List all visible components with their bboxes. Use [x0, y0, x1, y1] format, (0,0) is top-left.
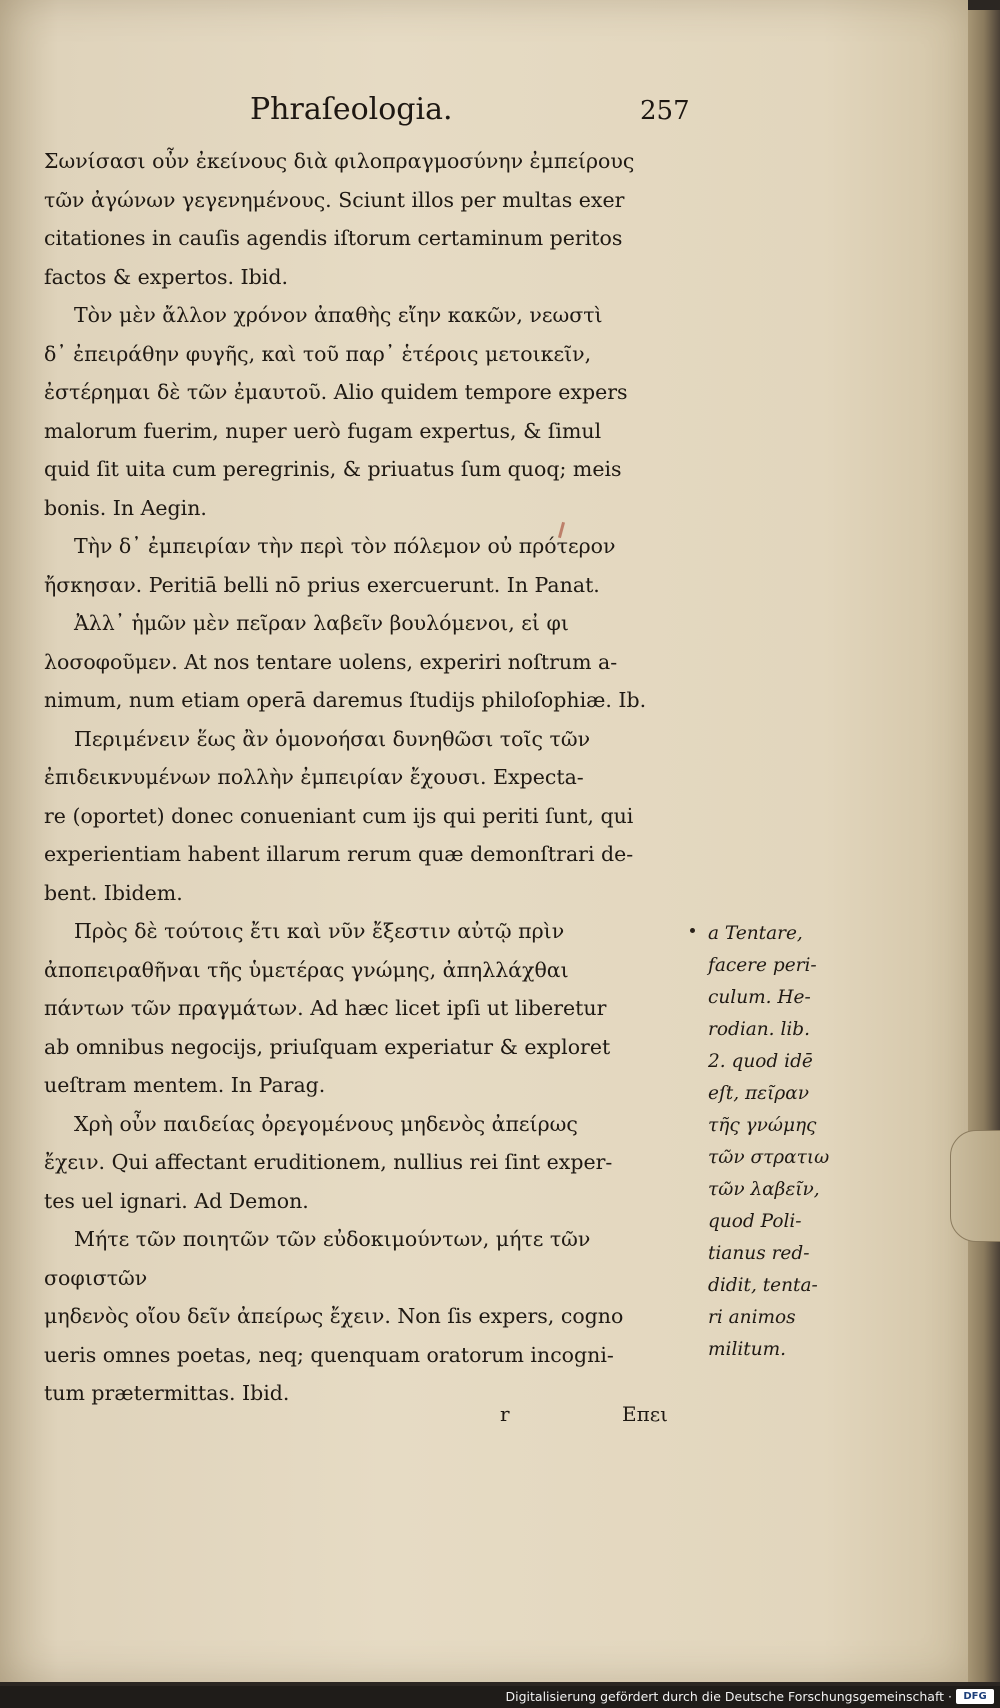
text-line: Περιμένειν ἕως ἂν ὁμονοήσαι δυνηθῶσι τοῖς τῶν	[74, 726, 591, 751]
text-line: quid ſit uita cum peregrinis, & priuatus ſum quoq; meis	[44, 457, 622, 481]
marginal-line: tianus red-	[708, 1243, 810, 1264]
text-line: ueris omnes poetas, neq; quenquam oratorum incogni-	[44, 1342, 614, 1367]
marginal-line: eſt, πεῖραν	[708, 1083, 809, 1104]
marginal-line: rodian. lib.	[708, 1019, 811, 1040]
page-header	[0, 92, 968, 138]
marginal-line: didit, tenta-	[708, 1275, 818, 1296]
marginal-line: τῶν λαβεῖν,	[708, 1179, 820, 1200]
text-line: factos & expertos. Ibid.	[44, 264, 288, 289]
dfg-logo: DFG	[956, 1689, 994, 1704]
text-line: τῶν ἀγώνων γεγενημένους. Sciunt illos per multas exer	[44, 187, 625, 212]
text-line: re (oportet) donec conueniant cum ijs qui periti ſunt, qui	[44, 803, 634, 828]
text-line: δ᾽ ἐπειράθην φυγῆς, καὶ τοῦ παρ᾽ ἑτέροις μετοικεῖν,	[44, 341, 592, 366]
marginal-line: quod Poli-	[708, 1211, 802, 1232]
text-line: malorum fuerim, nuper uerò fugam expertus, & ſimul	[44, 418, 602, 443]
text-line: tum prætermittas. Ibid.	[44, 1381, 290, 1405]
funding-notice: Digitalisierung gefördert durch die Deutsche Forschungsgemeinschaft ·	[505, 1689, 952, 1704]
text-line: πάντων τῶν πραγμάτων. Ad hæc licet ipſi ut liberetur	[44, 996, 607, 1020]
text-line: Σωνίσασι οὖν ἐκείνους διὰ φιλοπραγμοσύνην ἐμπείρους	[44, 149, 635, 173]
text-line: bonis. In Aegin.	[44, 495, 207, 520]
paragraph	[44, 296, 694, 527]
page-edge	[968, 10, 1000, 1682]
text-line: citationes in cauſis agendis iſtorum certaminum peritos	[44, 226, 623, 250]
text-line: Τὸν μὲν ἄλλον χρόνον ἀπαθὴς εἴην κακῶν, νεωστὶ	[74, 303, 603, 327]
text-line: ab omnibus negocijs, priuſquam experiatur & exploret	[44, 1034, 611, 1059]
paragraph	[44, 1220, 694, 1413]
main-text	[44, 142, 694, 1413]
text-line: bent. Ibidem.	[44, 880, 183, 905]
marginal-line: ri animos	[708, 1307, 796, 1328]
marginal-line: τῆς γνώμης	[708, 1115, 817, 1136]
text-line: Χρὴ οὖν παιδείας ὀρεγομένους μηδενὸς ἀπείρως	[74, 1111, 578, 1136]
marginal-line: τῶν στρατιω	[708, 1147, 830, 1168]
footer-bar	[0, 1686, 1000, 1708]
text-line: ἀποπειραθῆναι τῆς ὑμετέρας γνώμης, ἀπηλλάχθαι	[44, 957, 569, 982]
marginal-line: 2. quod idē	[708, 1051, 813, 1072]
text-line: Μήτε τῶν ποιητῶν τῶν εὐδοκιμούντων, μήτε τῶν σοφιστῶν	[44, 1227, 591, 1290]
text-line: ἐστέρημαι δὲ τῶν ἐμαυτοῦ. Alio quidem tempore expers	[44, 380, 628, 404]
text-line: ἐπιδεικνυμένων πολλὴν ἐμπειρίαν ἔχουσι. Expecta-	[44, 765, 584, 789]
text-line: tes uel ignari. Ad Demon.	[44, 1188, 309, 1213]
text-line: Τὴν δ᾽ ἐμπειρίαν τὴν περὶ τὸν πόλεμον οὐ πρότερον	[74, 534, 616, 558]
text-line: ueſtram mentem. In Parag.	[44, 1073, 326, 1097]
paragraph	[44, 142, 694, 296]
paragraph	[44, 912, 694, 1105]
text-line: nimum, num etiam operā daremus ſtudijs philoſophiæ. Ib.	[44, 688, 647, 712]
page-number: 257	[640, 96, 690, 126]
marginal-line: culum. He-	[708, 987, 811, 1008]
text-line: ἔχειν. Qui affectant eruditionem, nullius rei ſint exper-	[44, 1150, 613, 1174]
marginal-note	[708, 918, 858, 1366]
text-line: Ἀλλ᾽ ἡμῶν μὲν πεῖραν λαβεῖν βουλόμενοι, εἰ φι	[74, 611, 569, 635]
marginal-line: a Tentare,	[708, 923, 803, 944]
running-title: Phraſeologia.	[250, 92, 453, 127]
marginal-dot-icon	[690, 928, 695, 933]
signature-mark: r	[500, 1402, 510, 1426]
page-edge-tab	[950, 1130, 1000, 1242]
marginal-line: militum.	[708, 1339, 787, 1360]
text-line: ἤσκησαν. Peritiā belli nō prius exercuerunt. In Panat.	[44, 572, 600, 597]
paragraph	[44, 604, 694, 720]
text-line: Πρὸς δὲ τούτοις ἔτι καὶ νῦν ἔξεστιν αὐτῷ πρὶν	[74, 919, 565, 943]
paragraph	[44, 1105, 694, 1221]
text-line: experientiam habent illarum rerum quæ demonſtrari de-	[44, 842, 634, 866]
text-line: λοσοφοῦμεν. At nos tentare uolens, experiri noſtrum a-	[44, 649, 618, 674]
text-line: μηδενὸς οἴου δεῖν ἀπείρως ἔχειν. Non ſis expers, cogno	[44, 1304, 624, 1328]
paragraph	[44, 527, 694, 604]
catchword: Επει	[622, 1402, 668, 1426]
paragraph	[44, 720, 694, 913]
marginal-line: facere peri-	[708, 955, 817, 976]
